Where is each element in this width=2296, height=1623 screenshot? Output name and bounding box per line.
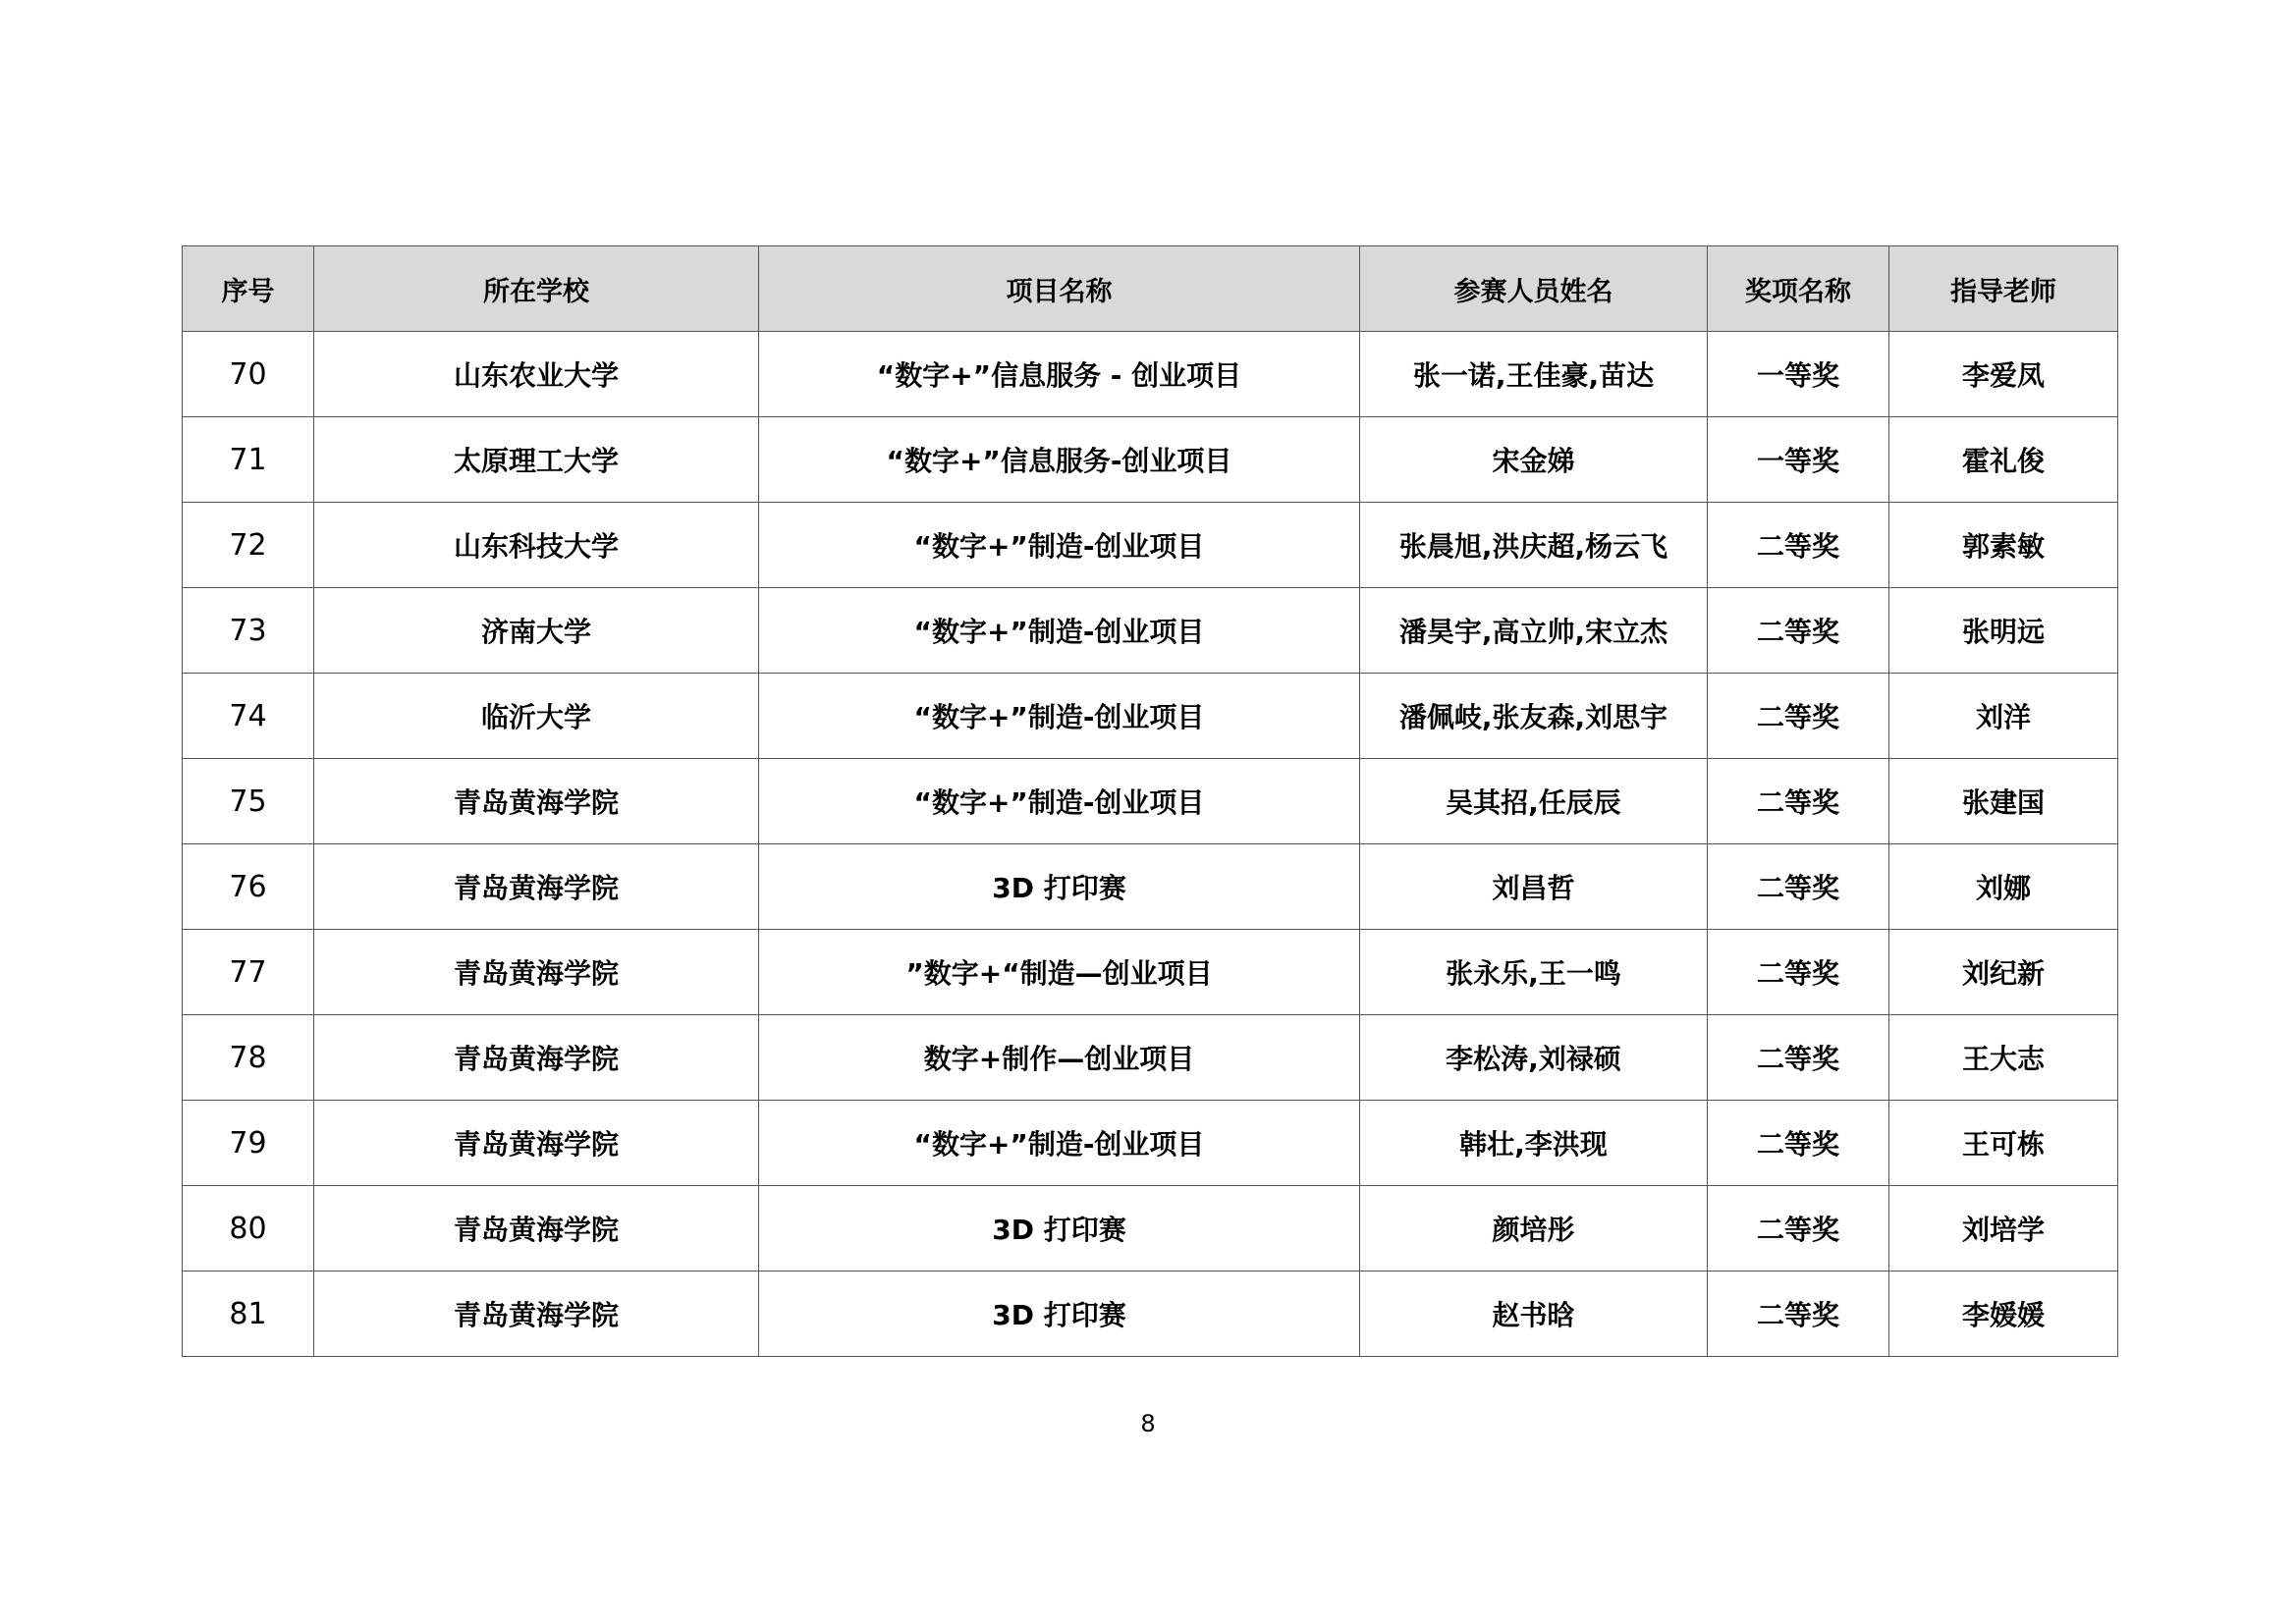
cell-school: 青岛黄海学院 (314, 1186, 759, 1271)
cell-award: 一等奖 (1708, 417, 1889, 503)
cell-advisor: 郭素敏 (1889, 503, 2118, 588)
cell-index: 78 (183, 1015, 314, 1101)
cell-award: 二等奖 (1708, 759, 1889, 844)
cell-project: “数字+”制造-创业项目 (759, 1101, 1360, 1186)
cell-advisor: 刘娜 (1889, 844, 2118, 930)
cell-award: 一等奖 (1708, 332, 1889, 417)
cell-project: “数字+”制造-创业项目 (759, 759, 1360, 844)
cell-award: 二等奖 (1708, 844, 1889, 930)
cell-members: 张永乐,王一鸣 (1360, 930, 1708, 1015)
cell-school: 青岛黄海学院 (314, 1271, 759, 1357)
cell-award: 二等奖 (1708, 1015, 1889, 1101)
cell-advisor: 张建国 (1889, 759, 2118, 844)
cell-members: 颜培彤 (1360, 1186, 1708, 1271)
cell-advisor: 霍礼俊 (1889, 417, 2118, 503)
cell-award: 二等奖 (1708, 1101, 1889, 1186)
cell-advisor: 刘纪新 (1889, 930, 2118, 1015)
cell-school: 青岛黄海学院 (314, 759, 759, 844)
cell-advisor: 李媛媛 (1889, 1271, 2118, 1357)
cell-school: 青岛黄海学院 (314, 844, 759, 930)
cell-advisor: 刘培学 (1889, 1186, 2118, 1271)
table-row (183, 674, 2118, 759)
header-members: 参赛人员姓名 (1360, 246, 1708, 332)
cell-project: ”数字+“制造—创业项目 (759, 930, 1360, 1015)
cell-advisor: 王可栋 (1889, 1101, 2118, 1186)
cell-project: 数字+制作—创业项目 (759, 1015, 1360, 1101)
cell-advisor: 王大志 (1889, 1015, 2118, 1101)
cell-award: 二等奖 (1708, 1186, 1889, 1271)
cell-award: 二等奖 (1708, 1271, 1889, 1357)
cell-index: 81 (183, 1271, 314, 1357)
cell-index: 77 (183, 930, 314, 1015)
cell-members: 李松涛,刘禄硕 (1360, 1015, 1708, 1101)
header-advisor: 指导老师 (1889, 246, 2118, 332)
cell-project: 3D 打印赛 (759, 1271, 1360, 1357)
cell-school: 青岛黄海学院 (314, 930, 759, 1015)
cell-project: “数字+”制造-创业项目 (759, 588, 1360, 674)
cell-index: 74 (183, 674, 314, 759)
cell-advisor: 李爱凤 (1889, 332, 2118, 417)
cell-award: 二等奖 (1708, 674, 1889, 759)
cell-members: 吴其招,任辰辰 (1360, 759, 1708, 844)
cell-members: 刘昌哲 (1360, 844, 1708, 930)
cell-members: 张一诺,王佳豪,苗达 (1360, 332, 1708, 417)
cell-index: 72 (183, 503, 314, 588)
cell-award: 二等奖 (1708, 930, 1889, 1015)
cell-advisor: 刘洋 (1889, 674, 2118, 759)
cell-index: 70 (183, 332, 314, 417)
cell-award: 二等奖 (1708, 588, 1889, 674)
cell-project: “数字+”信息服务 - 创业项目 (759, 332, 1360, 417)
cell-members: 潘昊宇,高立帅,宋立杰 (1360, 588, 1708, 674)
cell-school: 山东科技大学 (314, 503, 759, 588)
cell-members: 韩壮,李洪现 (1360, 1101, 1708, 1186)
awards-table (182, 245, 2118, 1357)
cell-school: 青岛黄海学院 (314, 1015, 759, 1101)
header-award: 奖项名称 (1708, 246, 1889, 332)
cell-members: 潘佩岐,张友森,刘思宇 (1360, 674, 1708, 759)
cell-school: 济南大学 (314, 588, 759, 674)
cell-members: 赵书晗 (1360, 1271, 1708, 1357)
table-body (183, 332, 2118, 1357)
header-project: 项目名称 (759, 246, 1360, 332)
table-row (183, 588, 2118, 674)
table-row (183, 417, 2118, 503)
table-row (183, 759, 2118, 844)
cell-school: 太原理工大学 (314, 417, 759, 503)
header-index: 序号 (183, 246, 314, 332)
header-row (183, 246, 2118, 332)
cell-project: “数字+”制造-创业项目 (759, 674, 1360, 759)
table-row (183, 930, 2118, 1015)
page-number: 8 (1140, 1410, 1156, 1437)
cell-index: 71 (183, 417, 314, 503)
cell-members: 张晨旭,洪庆超,杨云飞 (1360, 503, 1708, 588)
table-header (183, 246, 2118, 332)
cell-project: “数字+”信息服务-创业项目 (759, 417, 1360, 503)
table-row (183, 844, 2118, 930)
table-row (183, 503, 2118, 588)
cell-index: 75 (183, 759, 314, 844)
table-row (183, 1101, 2118, 1186)
cell-index: 76 (183, 844, 314, 930)
cell-advisor: 张明远 (1889, 588, 2118, 674)
cell-members: 宋金娣 (1360, 417, 1708, 503)
cell-school: 临沂大学 (314, 674, 759, 759)
cell-award: 二等奖 (1708, 503, 1889, 588)
cell-index: 79 (183, 1101, 314, 1186)
table-row (183, 1015, 2118, 1101)
table-row (183, 1186, 2118, 1271)
table-row (183, 332, 2118, 417)
cell-project: 3D 打印赛 (759, 844, 1360, 930)
table-row (183, 1271, 2118, 1357)
cell-index: 80 (183, 1186, 314, 1271)
cell-project: “数字+”制造-创业项目 (759, 503, 1360, 588)
cell-school: 青岛黄海学院 (314, 1101, 759, 1186)
cell-project: 3D 打印赛 (759, 1186, 1360, 1271)
header-school: 所在学校 (314, 246, 759, 332)
cell-index: 73 (183, 588, 314, 674)
cell-school: 山东农业大学 (314, 332, 759, 417)
